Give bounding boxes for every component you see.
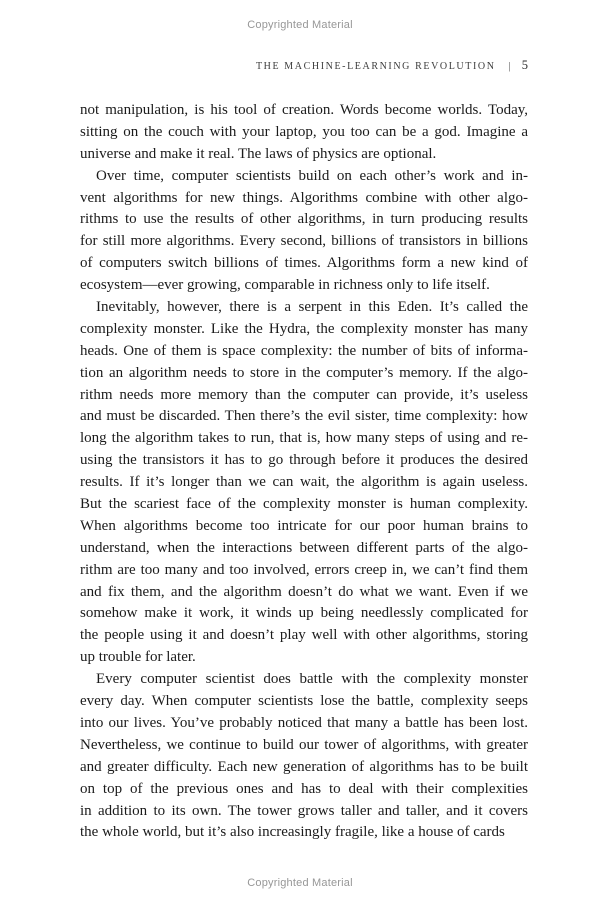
header-separator: | <box>508 60 511 72</box>
text-line: rithm are too many and too involved, errors creep in, we can’t find them <box>80 561 528 578</box>
text-line: When algorithms become too intricate for our poor human brains to <box>80 517 528 534</box>
text-line: sitting on the couch with your laptop, you too can be a god. Imagine a <box>80 123 528 140</box>
text-line: up trouble for later. <box>80 649 196 666</box>
text-line: somehow make it work, it winds up being needlessly complicated for <box>80 605 528 622</box>
page-number: 5 <box>521 58 528 72</box>
text-line: understand, when the interactions between different parts of the algo- <box>80 539 528 556</box>
text-line: Every computer scientist does battle with the complexity monster <box>96 671 528 688</box>
text-line: complexity monster. Like the Hydra, the complexity monster has many <box>80 320 528 337</box>
text-line: rithms to use the results of other algorithms, in turn producing results <box>80 211 528 228</box>
copyright-top-label: Copyrighted Material <box>247 19 353 31</box>
text-line: into our lives. You’ve probably noticed that many a battle has been lost. <box>80 714 528 731</box>
text-line: ecosystem—ever growing, comparable in richness only to life itself. <box>80 277 490 294</box>
text-line: Nevertheless, we continue to build our tower of algorithms, with greater <box>80 736 528 753</box>
text-line: of computers switch billions of times. Algorithms form a new kind of <box>80 255 528 272</box>
paragraph <box>80 669 528 844</box>
text-line: on top of the previous ones and has to deal with their complexities <box>80 780 528 797</box>
copyright-bottom-label: Copyrighted Material <box>247 877 353 889</box>
paragraph <box>80 297 528 669</box>
text-line: the whole world, but it’s also increasingly fragile, like a house of cards <box>80 824 505 841</box>
text-line: Inevitably, however, there is a serpent in this Eden. It’s called the <box>96 299 528 316</box>
text-line: using the transistors it has to go through before it produces the desired <box>80 452 528 469</box>
chapter-title: THE MACHINE-LEARNING REVOLUTION <box>255 61 496 72</box>
text-line: rithm needs more memory than the computer can provide, it’s useless <box>80 386 528 403</box>
text-line: for still more algorithms. Every second, billions of transistors in billions <box>80 233 528 250</box>
text-line: every day. When computer scientists lose the battle, complexity seeps <box>80 693 528 710</box>
text-line: and greater difficulty. Each new generation of algorithms has to be built <box>80 758 528 775</box>
text-line: universe and make it real. The laws of physics are optional. <box>80 145 437 162</box>
text-line: in addition to its own. The tower grows taller and taller, and it covers <box>80 802 528 819</box>
text-line: Over time, computer scientists build on each other’s work and in- <box>96 167 528 184</box>
body-text <box>80 100 528 844</box>
paragraph <box>80 100 528 166</box>
running-header <box>80 56 528 74</box>
text-line: and must be discarded. Then there’s the evil sister, time complexity: how <box>80 408 528 425</box>
text-line: not manipulation, is his tool of creation. Words become worlds. Today, <box>80 102 528 118</box>
text-line: heads. One of them is space complexity: the number of bits of informa- <box>80 342 528 359</box>
text-line: the people using it and doesn’t play well with other algorithms, storing <box>80 627 528 644</box>
text-line: and fix them, and the algorithm doesn’t do what we want. Even if we <box>80 583 528 600</box>
text-line: tion an algorithm needs to store in the computer’s memory. If the algo- <box>80 364 528 381</box>
text-line: results. If it’s longer than we can wait, the algorithm is again useless. <box>80 474 528 491</box>
paragraph <box>80 166 528 297</box>
text-line: But the scariest face of the complexity monster is human complexity. <box>80 496 528 513</box>
text-line: long the algorithm takes to run, that is, how many steps of using and re- <box>80 430 528 447</box>
text-line: vent algorithms for new things. Algorithms combine with other algo- <box>80 189 528 206</box>
